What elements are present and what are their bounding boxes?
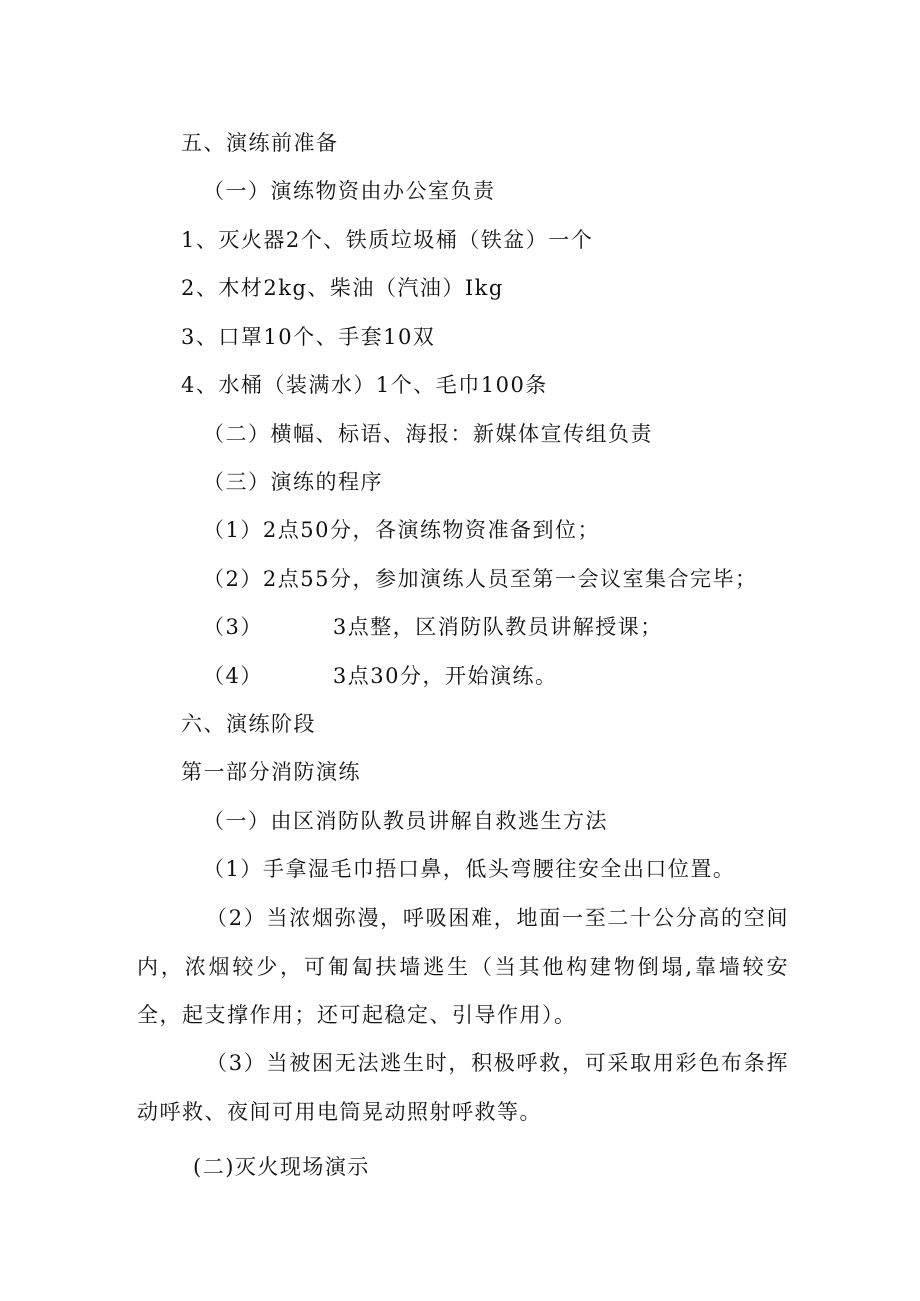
material-item-1: 1、灭火器2个、铁质垃圾桶（铁盆）一个 [181,228,594,252]
section-6-heading: 六、演练阶段 [181,712,316,736]
material-item-2: 2、木材2kg、柴油（汽油）Ikg [181,276,504,300]
material-item-4: 4、水桶（装满水）1个、毛巾100条 [181,373,548,397]
section-5-sub-1: （一）演练物资由办公室负责 [203,179,496,203]
section-6-sub-2: (二)灭火现场演示 [193,1155,370,1179]
procedure-step-4-number: （4） [203,664,263,688]
procedure-step-2: （2）2点55分，参加演练人员至第一会议室集合完毕； [203,567,758,591]
procedure-step-4 [203,662,557,690]
procedure-step-1: （1）2点50分，各演练物资准备到位； [203,518,600,542]
procedure-step-3 [203,613,663,641]
section-5-sub-2: （二）横幅、标语、海报：新媒体宣传组负责 [203,422,653,446]
section-6-sub-1: （一）由区消防队教员讲解自救逃生方法 [203,809,608,833]
part-1-heading: 第一部分消防演练 [181,760,361,784]
material-item-3: 3、口罩10个、手套10双 [181,325,436,349]
procedure-step-3-text: 3点整，区消防队教员讲解授课； [332,615,663,639]
section-5-sub-3: （三）演练的程序 [203,470,383,494]
escape-method-3: （3）当被困无法逃生时，积极呼救，可采取用彩色布条挥动呼救、夜间可用电筒晃动照射呼救等。 [137,1051,789,1124]
procedure-step-4-text: 3点30分，开始演练。 [332,664,558,688]
escape-method-2: （2）当浓烟弥漫，呼吸困难，地面一至二十公分高的空间内，浓烟较少，可匍匐扶墙逃生（当其他构建物倒塌,靠墙较安全，起支撑作用；还可起稳定、引导作用）。 [137,906,789,1027]
escape-method-1: （1）手拿湿毛巾捂口鼻，低头弯腰往安全出口位置。 [203,857,736,881]
procedure-step-3-number: （3） [203,615,263,639]
section-5-heading: 五、演练前准备 [181,131,339,155]
